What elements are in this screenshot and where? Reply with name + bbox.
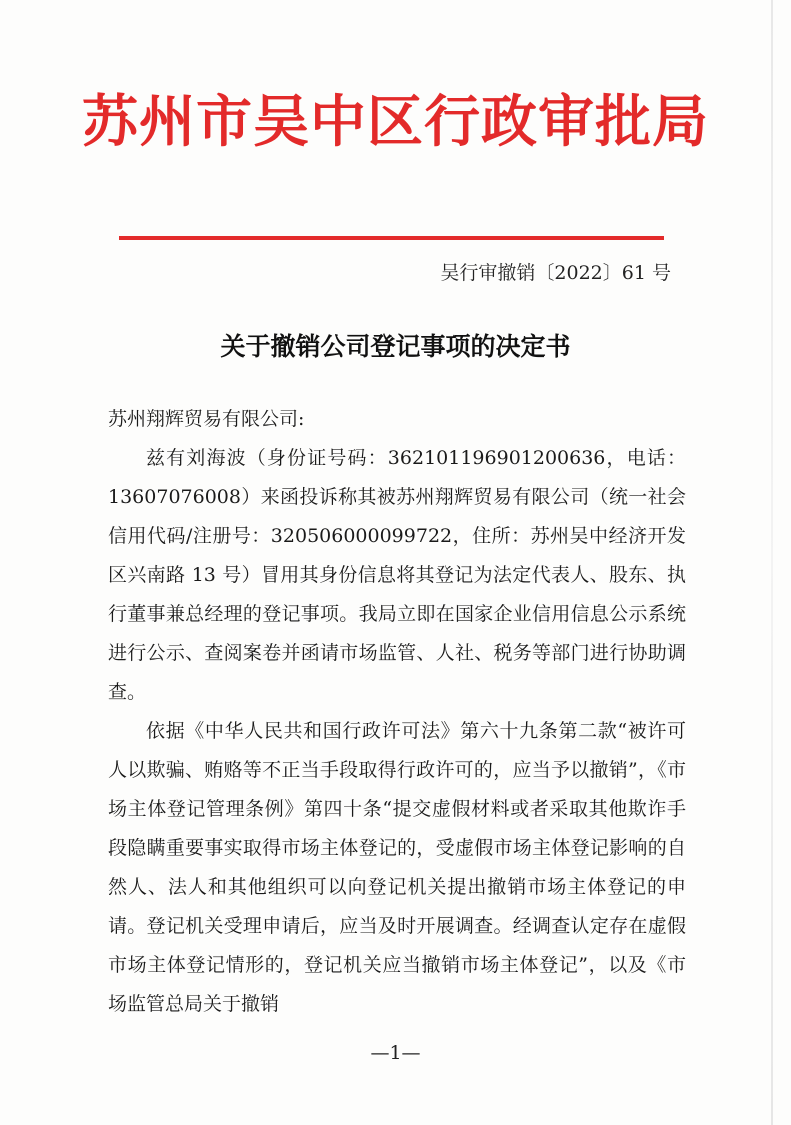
document-number: 吴行审撤销〔2022〕61 号 [440,262,671,284]
page-edge-shadow [771,0,773,1125]
page-number: —1— [370,1042,421,1064]
document-title: 关于撤销公司登记事项的决定书 [220,332,571,361]
issuing-authority-title: 苏州市吴中区行政审批局 [82,89,709,155]
body-paragraph-2: 依据《中华人民共和国行政许可法》第六十九条第二款“被许可人以欺骗、贿赂等不正当手段取得行政许可的，应当予以撤销”，《市场主体登记管理条例》第四十条“提交虚假材料或者采取其他欺诈手段隐瞒重要事实取得市场主体登记的，受虚假市场主体登记影响的自然人、法人和其他组织可以向登记机关提出撤销市场主体登记的申请。登记机关受理申请后，应当及时开展调查。经调查认定存在虚假市场主体登记情形的，登记机关应当撤销市场主体登记”，以及《市场监管总局关于撤销 [108,720,686,1015]
document-body [108,400,686,1024]
red-header-rule [119,236,664,240]
body-paragraph-1: 兹有刘海波（身份证号码：362101196901200636，电话：13607076008）来函投诉称其被苏州翔辉贸易有限公司（统一社会信用代码/注册号：320506000099722，住所：苏州吴中经济开发区兴南路 13 号）冒用其身份信息将其登记为法定代表人、股东、执行董事兼总经理的登记事项。我局立即在国家企业信用信息公示系统进行公示、查阅案卷并函请市场监管、人社、税务等部门进行协助调查。 [108,447,686,703]
addressee: 苏州翔辉贸易有限公司: [108,408,305,430]
